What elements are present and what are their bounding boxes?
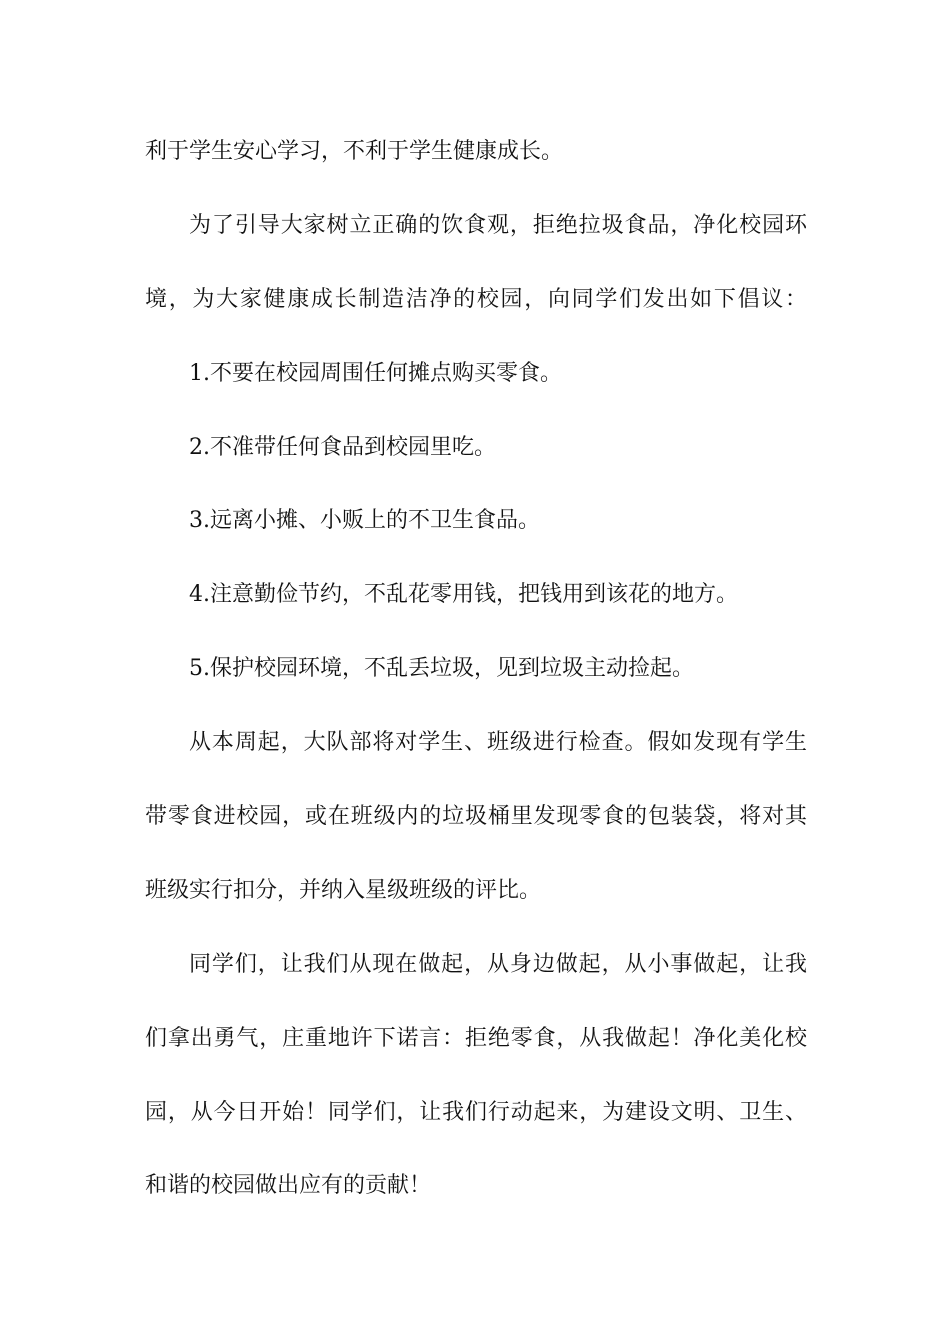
paragraph-first-line: 为了引导大家树立正确的饮食观，拒绝拉圾食品，净化校园环 bbox=[189, 212, 807, 238]
text-line: 带零食进校园，或在班级内的垃圾桶里发现零食的包装袋，将对其 bbox=[145, 804, 807, 830]
paragraph-first-line: 从本周起，大队部将对学生、班级进行检查。假如发现有学生 bbox=[189, 730, 807, 756]
text-line: 班级实行扣分，并纳入星级班级的评比。 bbox=[145, 877, 542, 903]
list-item: 2.不准带任何食品到校园里吃。 bbox=[189, 434, 496, 460]
list-item: 5.保护校园环境，不乱丢垃圾，见到垃圾主动捡起。 bbox=[189, 656, 694, 682]
document-body bbox=[145, 131, 807, 1239]
text-line: 和谐的校园做出应有的贡献！ bbox=[145, 1173, 432, 1199]
text-line: 园，从今日开始！同学们，让我们行动起来，为建设文明、卫生、 bbox=[145, 1099, 807, 1125]
list-item: 1.不要在校园周围任何摊点购买零食。 bbox=[189, 360, 562, 386]
text-line: 们拿出勇气，庄重地许下诺言：拒绝零食，从我做起！净化美化校 bbox=[145, 1025, 807, 1051]
paragraph-first-line: 同学们，让我们从现在做起，从身边做起，从小事做起，让我 bbox=[189, 951, 807, 977]
list-item: 3.远离小摊、小贩上的不卫生食品。 bbox=[189, 508, 540, 534]
text-line: 境，为大家健康成长制造洁净的校园，向同学们发出如下倡议： bbox=[145, 286, 807, 312]
text-line: 利于学生安心学习，不利于学生健康成长。 bbox=[145, 139, 564, 164]
list-item: 4.注意勤俭节约，不乱花零用钱，把钱用到该花的地方。 bbox=[189, 582, 738, 608]
